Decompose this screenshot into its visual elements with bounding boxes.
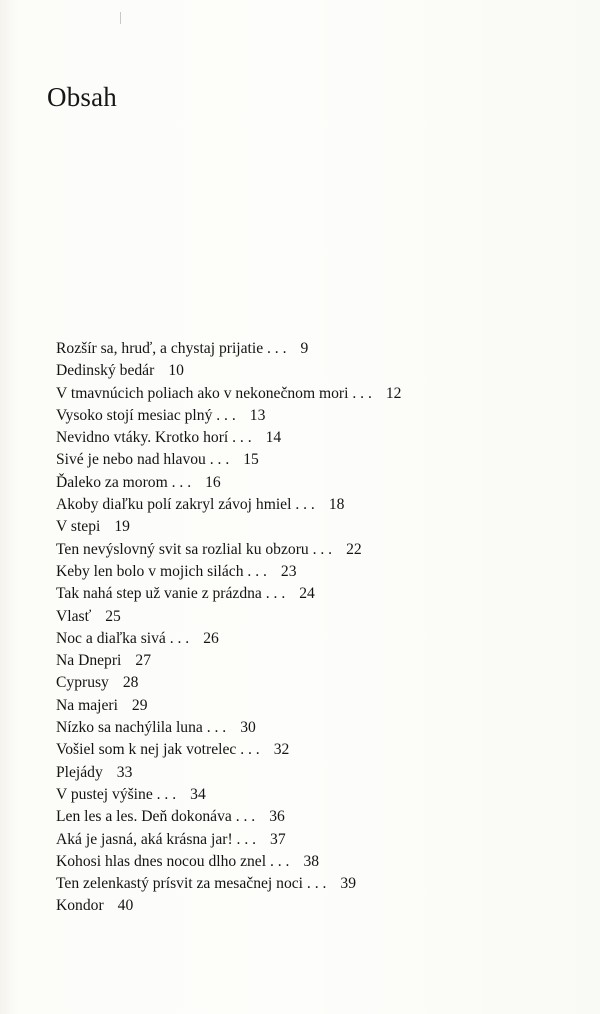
toc-entry-page-number: 14 [265,429,282,447]
toc-entry-title: Aká je jasná, aká krásna jar! . . . [56,830,257,848]
toc-entry-title: Akoby diaľku polí zakryl závoj hmiel . . . [56,496,315,514]
table-of-contents [56,338,401,918]
toc-entry [56,784,401,806]
toc-entry-title: Noc a diaľka sivá . . . [56,629,190,647]
toc-entry [56,695,401,717]
toc-entry [56,360,401,382]
toc-entry-title: V stepi [56,518,101,536]
toc-entry [56,650,401,672]
toc-entry [56,583,401,605]
toc-entry-page-number: 30 [240,719,256,737]
toc-entry-page-number: 25 [105,607,121,625]
toc-entry [56,873,401,895]
toc-entry-page-number: 9 [300,340,309,357]
paper-speck [120,12,121,24]
toc-entry-title: Dedinský bedár [56,362,155,380]
toc-entry-title: Kondor [56,897,104,915]
toc-entry-page-number: 10 [168,362,184,380]
toc-entry-title: Vysoko stojí mesiac plný . . . [56,406,236,424]
toc-entry [56,851,401,873]
toc-entry-title: Cyprusy [56,674,109,692]
toc-entry-page-number: 18 [328,496,345,514]
toc-entry [56,829,401,851]
toc-entry-title: Na Dnepri [56,652,122,670]
toc-entry [56,383,401,405]
toc-entry [56,672,401,694]
toc-entry [56,628,401,650]
toc-entry-title: Vlasť [56,607,92,625]
page-title: Obsah [47,82,117,112]
toc-entry [56,762,401,784]
toc-entry [56,405,401,427]
toc-entry-title: Nevidno vtáky. Krotko horí . . . [56,429,252,447]
toc-entry-title: Na majeri [56,696,118,714]
toc-entry-page-number: 13 [249,406,266,424]
toc-entry [56,895,401,917]
toc-entry-title: Ten nevýslovný svit sa rozlial ku obzoru . . . [56,540,333,558]
toc-entry-page-number: 16 [205,473,221,491]
toc-entry [56,449,401,471]
toc-entry-page-number: 29 [131,696,148,714]
toc-entry-page-number: 32 [273,741,290,759]
toc-entry-title: Plejády [56,763,103,781]
toc-entry [56,806,401,828]
toc-entry-page-number: 39 [340,875,356,893]
toc-entry [56,561,401,583]
toc-entry-page-number: 12 [385,384,402,402]
toc-entry-page-number: 15 [243,451,259,469]
toc-entry-page-number: 34 [190,785,206,803]
toc-entry-page-number: 40 [117,897,134,915]
toc-entry [56,494,401,516]
toc-entry [56,606,401,628]
toc-entry [56,717,401,739]
toc-entry [56,539,401,561]
toc-entry [56,338,401,360]
toc-entry-title: Kohosi hlas dnes nocou dlho znel . . . [56,852,290,870]
toc-entry [56,739,401,761]
toc-entry [56,427,401,449]
toc-entry-page-number: 23 [280,562,297,580]
toc-entry-title: Len les a les. Deň dokonáva . . . [56,808,256,826]
toc-entry-page-number: 26 [203,629,219,647]
toc-entry-page-number: 38 [303,852,320,870]
toc-entry-title: Vošiel som k nej jak votrelec . . . [56,741,260,759]
toc-entry-page-number: 27 [135,652,151,670]
toc-entry-page-number: 24 [299,585,315,603]
toc-entry-page-number: 28 [122,674,139,692]
toc-entry-title: Ten zelenkastý prísvit za mesačnej noci . . . [56,875,327,893]
toc-entry-title: Rozšír sa, hruď, a chystaj prijatie . . . [56,340,287,357]
toc-entry-page-number: 22 [346,540,362,558]
toc-entry-title: V tmavnúcich poliach ako v nekonečnom mori . . . [56,384,372,402]
toc-entry-page-number: 33 [116,763,133,781]
toc-entry-title: Tak nahá step už vanie z prázdna . . . [56,585,286,603]
toc-entry [56,472,401,494]
toc-entry-title: Ďaleko za morom . . . [56,473,192,491]
toc-entry-title: Sivé je nebo nad hlavou . . . [56,451,230,469]
toc-entry-title: Keby len bolo v mojich silách . . . [56,562,267,580]
toc-entry-page-number: 37 [270,830,286,848]
toc-entry-page-number: 36 [269,808,285,826]
toc-entry-page-number: 19 [114,518,130,536]
toc-entry [56,516,401,538]
toc-entry-title: V pustej výšine . . . [56,785,177,803]
toc-entry-title: Nízko sa nachýlila luna . . . [56,719,227,737]
